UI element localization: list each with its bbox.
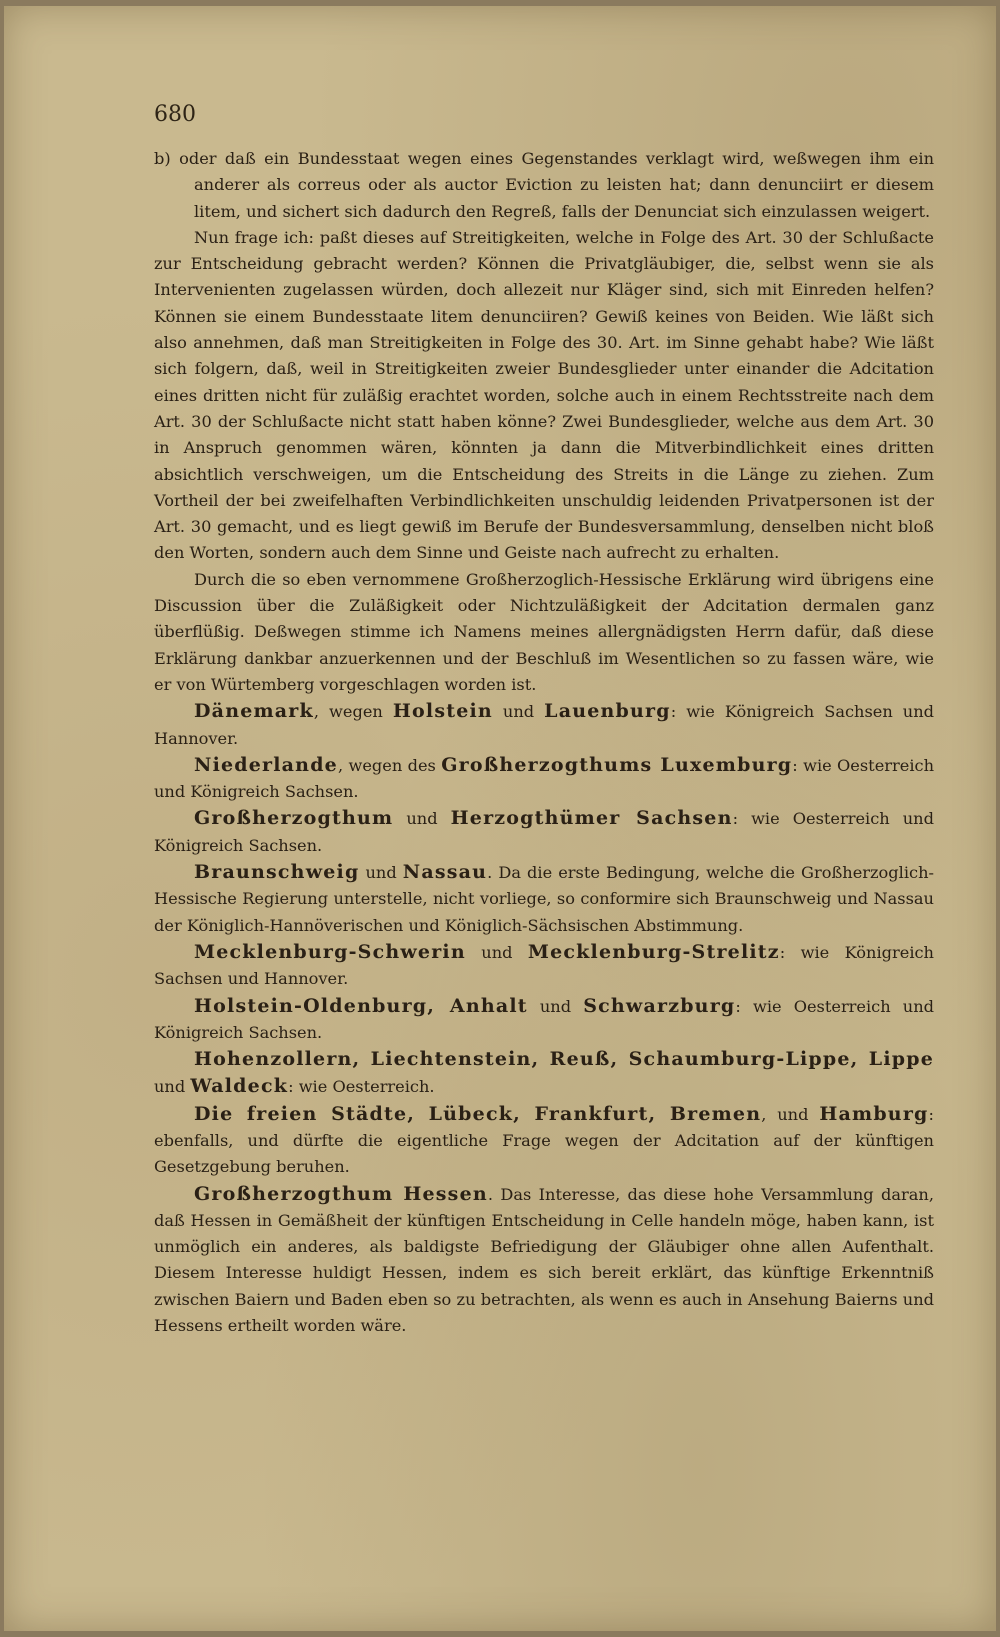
state-name: Mecklenburg-Strelitz (527, 940, 780, 963)
state-votes (154, 698, 934, 1339)
state-vote-text: , und (761, 1104, 820, 1124)
page-number: 680 (154, 102, 196, 127)
state-vote-text: , wegen (313, 702, 393, 722)
paragraph-question: Nun frage ich: paßt dieses auf Streitigkeiten, welche in Folge des Art. 30 der Schlußacte zur Entscheidung gebracht werden? Können die Privatgläubiger, die, selbst wenn sie als Intervenienten zugelassen würden, doch allezeit nur Kläger sind, sich mit Einreden helfen? Können sie einem Bundesstaate litem denunciiren? Gewiß keines von Beiden. Wie läßt sich also annehmen, daß man Streitigkeiten in Folge des 30. Art. im Sinne gehabt habe? Wie läßt sich folgern, daß, weil in Streitigkeiten zweier Bundesglieder unter einander die Adcitation eines dritten nicht für zuläßig erachtet worden, solche auch in einem Rechtsstreite nach dem Art. 30 der Schlußacte nicht statt haben könne? Zwei Bundesglieder, welche aus dem Art. 30 in Anspruch genommen wären, könnten ja dann die Mitverbindlichkeit eines dritten absichtlich verschweigen, um die Entscheidung des Streits in die Länge zu ziehen. Zum Vortheil der bei zweifelhaften Verbindlichkeiten unschuldig leidenden Privatpersonen ist der Art. 30 gemacht, und es liegt gewiß im Berufe der Bundesversammlung, denselben nicht bloß den Worten, sondern auch dem Sinne und Geiste nach aufrecht zu erhalten. (154, 227, 934, 563)
state-name: Dänemark (194, 700, 314, 723)
document-page (4, 6, 996, 1631)
state-vote-text: und (527, 996, 584, 1016)
state-name: Hohenzollern, Liechtenstein, Reuß, Schaumburg-Lippe, Lippe (194, 1048, 934, 1071)
state-vote-entry (154, 752, 934, 806)
state-vote-entry (154, 939, 934, 993)
state-vote-text: und (359, 863, 403, 883)
state-name: Mecklenburg-Schwerin (194, 940, 466, 963)
state-name: Nassau (402, 861, 488, 884)
state-name: Großherzogthum Hessen (194, 1182, 488, 1205)
state-name: Lauenburg (544, 700, 671, 723)
state-vote-text: : wie Oesterreich. (288, 1077, 435, 1097)
state-vote-entry (154, 805, 934, 859)
state-name: Waldeck (190, 1075, 289, 1098)
state-name: Holstein (392, 700, 493, 723)
paragraph-b: b) oder daß ein Bundesstaat wegen eines Gegenstandes verklagt wird, weßwegen ihm ein anderer als correus oder als auctor Eviction zu leisten hat; dann denunciirt er diesem litem, und sichert sich dadurch den Regreß, falls der Denunciat sich einzulassen weigert. (154, 149, 934, 221)
state-name: Großherzogthums Luxemburg (441, 753, 793, 776)
state-name: Holstein-Oldenburg, Anhalt (194, 994, 528, 1017)
state-vote-text: und (492, 702, 545, 722)
state-vote-text: und (393, 809, 451, 829)
state-vote-text: und (465, 942, 528, 962)
state-name: Hamburg (819, 1102, 929, 1125)
state-vote-text: : wie Königreich Sachsen und Hannover. (154, 702, 934, 748)
state-name: Niederlande (194, 753, 338, 776)
state-name: Herzogthümer Sachsen (450, 807, 733, 830)
paragraph-declaration: Durch die so eben vernommene Großherzoglich-Hessische Erklärung wird übrigens eine Discussion über die Zuläßigkeit oder Nichtzuläßigkeit der Adcitation dermalen ganz überflüßig. Deßwegen stimme ich Namens meines allergnädigsten Herrn dafür, daß diese Erklärung dankbar anzuerkennen und der Beschluß im Wesentlichen so zu fassen wäre, wie er von Würtemberg vorgeschlagen worden ist. (154, 569, 934, 694)
document-body (154, 146, 934, 1339)
state-vote-text: und (154, 1077, 191, 1097)
state-name: Braunschweig (194, 861, 360, 884)
state-vote-entry (154, 859, 934, 939)
state-name: Schwarzburg (583, 994, 736, 1017)
state-vote-text: : wie Königreich Sachsen und Hannover. (154, 942, 934, 989)
state-vote-entry (154, 698, 934, 752)
state-vote-text: : ebenfalls, und dürfte die eigentliche Frage wegen der Adcitation auf der künftigen Gesetzgebung beruhen. (154, 1104, 934, 1177)
state-vote-text: . Das Interesse, das diese hohe Versammlung daran, daß Hessen in Gemäßheit der künftigen Entscheidung in Celle handeln möge, haben kann, ist unmöglich ein anderes, als baldigste Befriedigung der Gläubiger ohne allen Aufenthalt. Diesem Interesse huldigt Hessen, indem es sich bereit erklärt, das künftige Erkenntniß zwischen Baiern und Baden eben so zu betrachten, als wenn es auch in Ansehung Baierns und Hessens ertheilt worden wäre. (154, 1184, 934, 1336)
state-vote-entry (154, 1181, 934, 1340)
state-vote-text: : wie Oesterreich und Königreich Sachsen. (154, 996, 934, 1042)
state-vote-text: : wie Oesterreich und Königreich Sachsen. (154, 809, 934, 855)
state-vote-text: . Da die erste Bedingung, welche die Großherzoglich-Hessische Regierung unterstelle, nicht vorliege, so conformire sich Braunschweig und Nassau der Königlich-Hannöverischen und Königlich-Sächsischen Abstimmung. (154, 863, 934, 935)
state-name: Großherzogthum (194, 807, 394, 830)
state-vote-entry (154, 1046, 934, 1101)
state-name: Die freien Städte, Lübeck, Frankfurt, Bremen (194, 1102, 762, 1125)
state-vote-entry (154, 993, 934, 1047)
state-vote-text: , wegen des (337, 755, 442, 775)
state-vote-text: : wie Oesterreich und Königreich Sachsen. (154, 755, 934, 802)
state-vote-entry (154, 1101, 934, 1181)
